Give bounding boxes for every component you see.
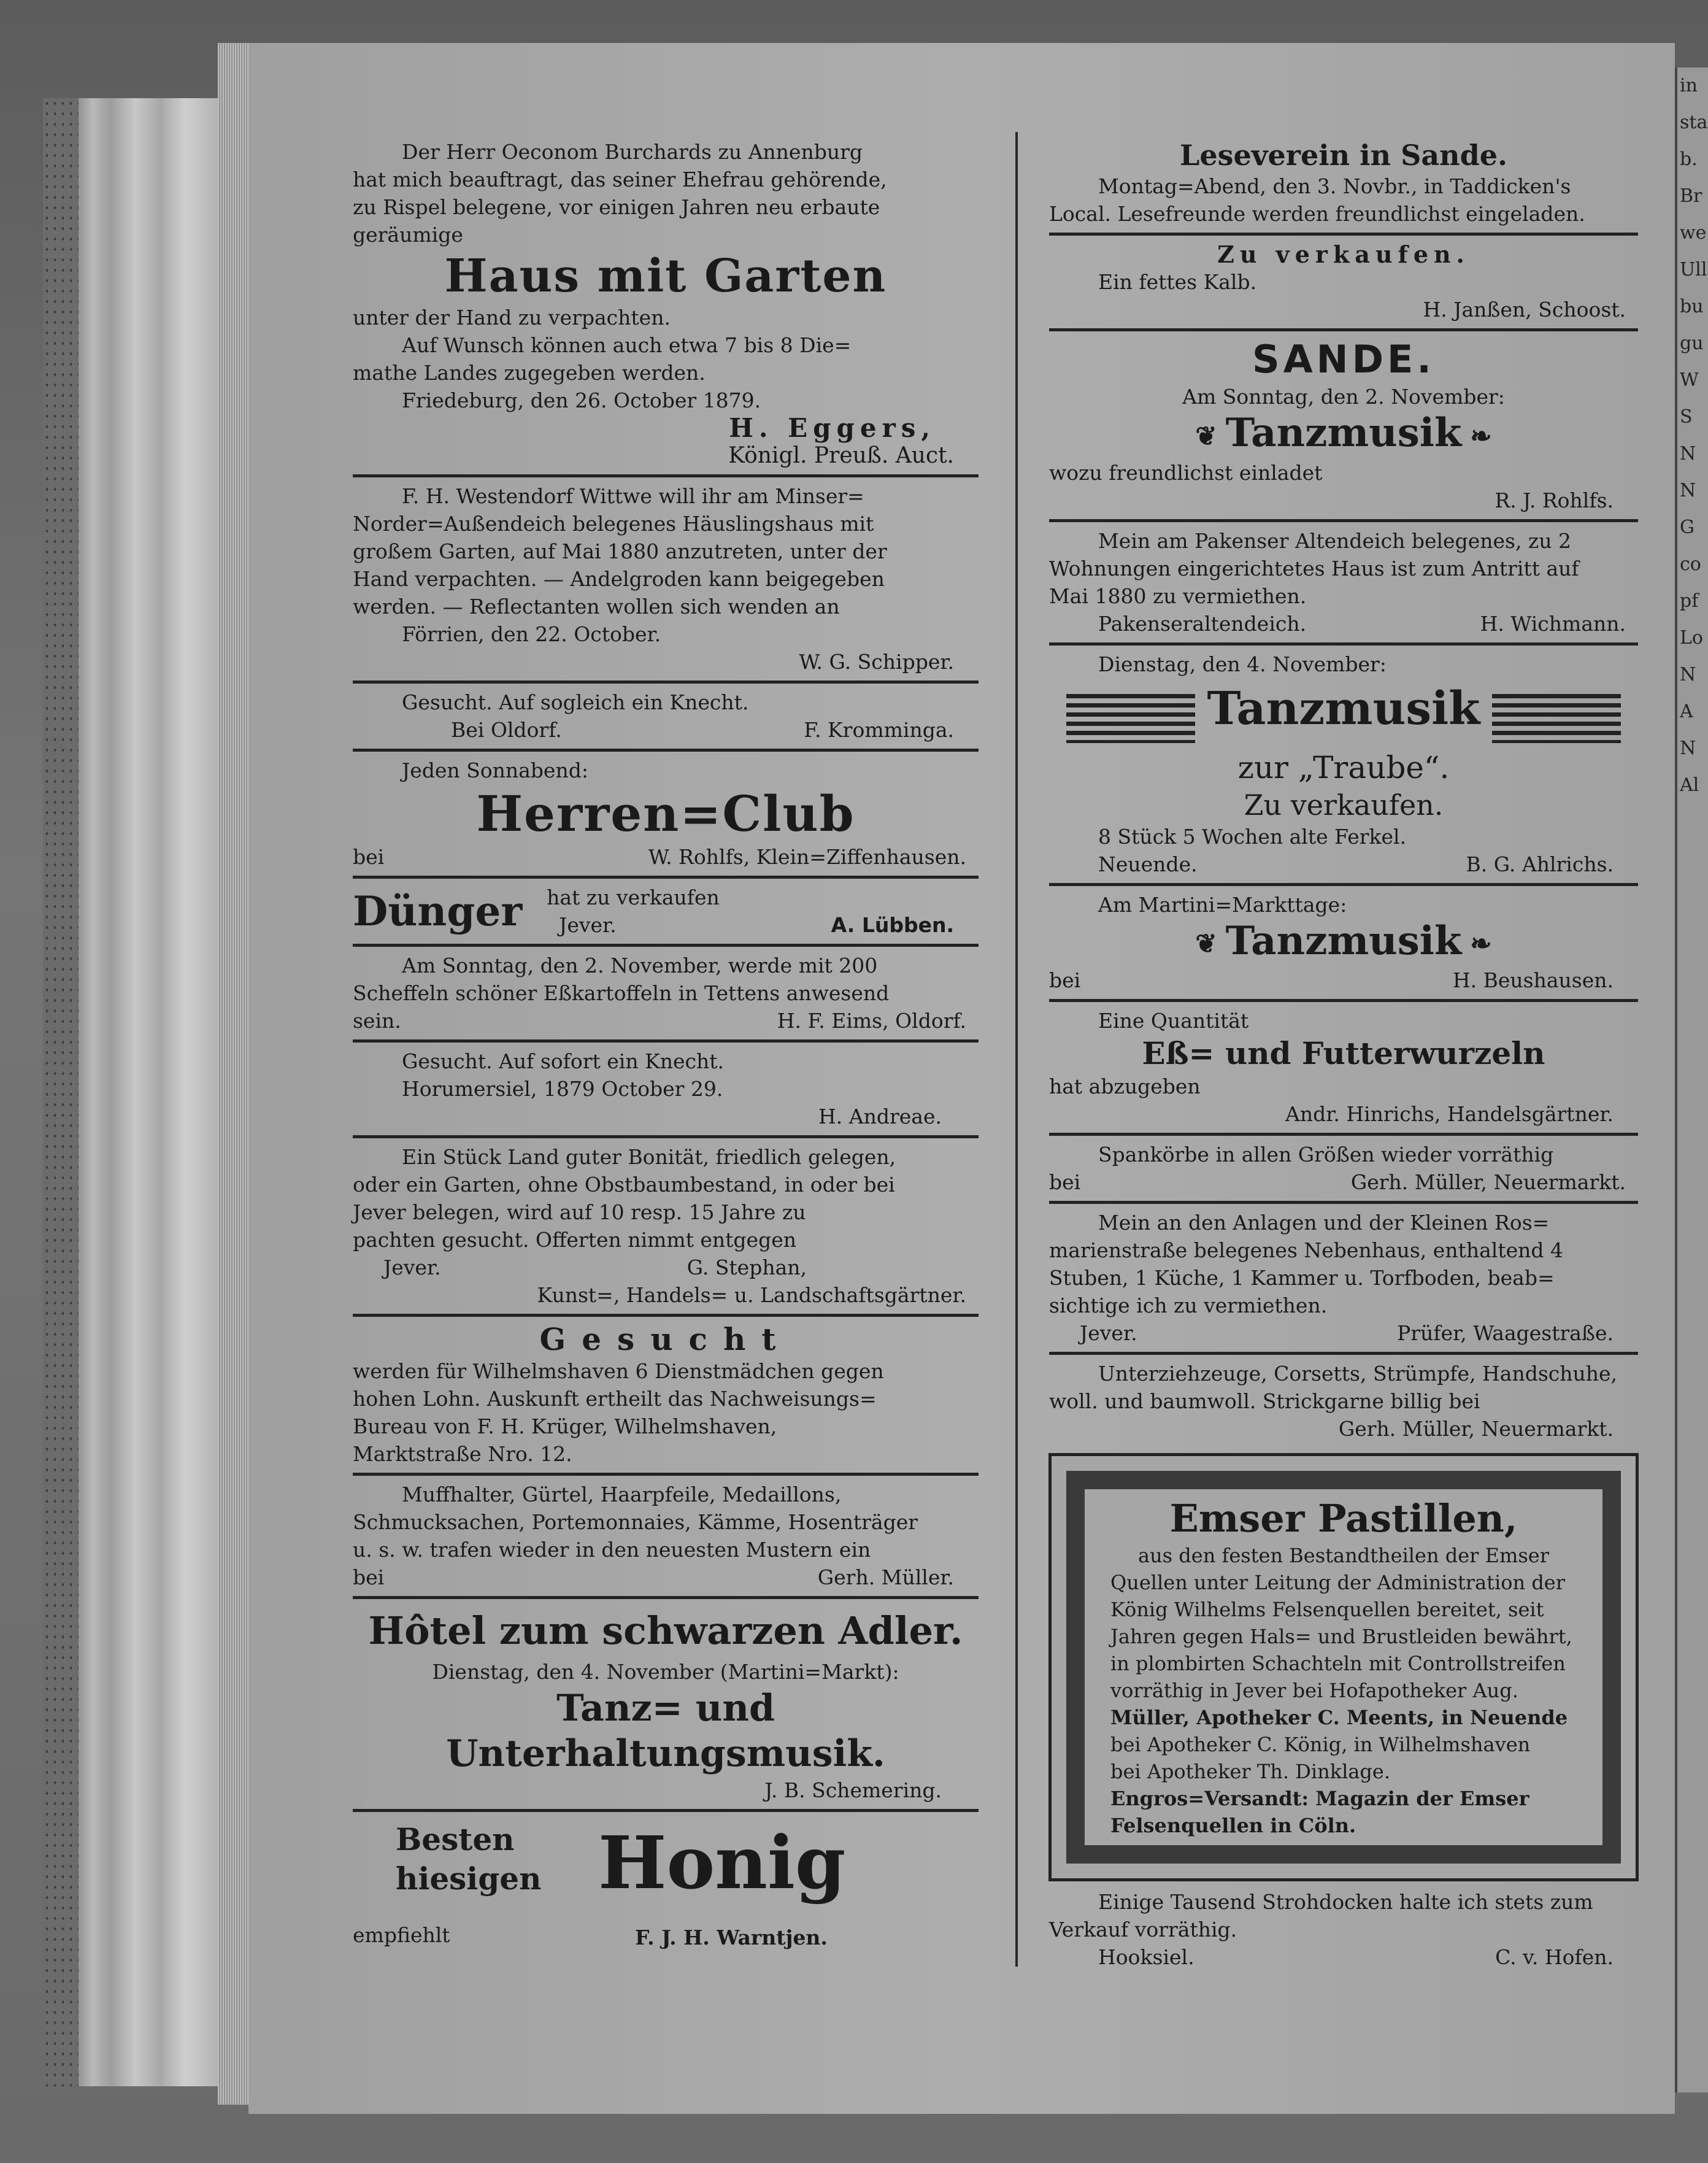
ad-knecht-oldorf bbox=[353, 688, 979, 744]
ad-separator bbox=[353, 944, 979, 947]
ad-signature: Gerh. Müller, Neuermarkt. bbox=[1350, 1170, 1626, 1194]
ad-text-line: hat zu verkaufen bbox=[547, 885, 720, 909]
ad-signature: H. F. Eims, Oldorf. bbox=[777, 1009, 966, 1033]
ad-separator bbox=[1049, 883, 1638, 886]
ad-text-line: bei Apotheker C. König, in Wilhelmshaven bbox=[1110, 1733, 1531, 1756]
ad-headline: Tanzmusik bbox=[1207, 682, 1480, 735]
ad-separator bbox=[1049, 1201, 1638, 1204]
ad-text-line: zu Rispel belegene, vor einigen Jahren neu erbaute bbox=[353, 195, 880, 219]
ad-separator bbox=[353, 681, 979, 684]
ad-text-line: Verkauf vorräthig. bbox=[1049, 1918, 1237, 1941]
ad-text-line: marienstraße belegenes Nebenhaus, enthaltend 4 bbox=[1049, 1238, 1563, 1262]
ad-text-line: Am Sonntag, den 2. November, werde mit 200 bbox=[402, 954, 878, 977]
ad-headline: Tanz= und bbox=[556, 1687, 775, 1730]
ornament-right-icon: ❧ bbox=[1470, 928, 1492, 958]
ad-strohdocken bbox=[1049, 1888, 1638, 1971]
ad-text-line: Montag=Abend, den 3. Novbr., in Taddicken's bbox=[1098, 174, 1571, 198]
ad-knecht-horumersiel bbox=[353, 1047, 979, 1130]
ad-text-line: F. H. Westendorf Wittwe will ihr am Minser= bbox=[402, 484, 864, 508]
ad-text-line: Jeden Sonnabend: bbox=[402, 758, 588, 782]
ad-text-line: Mein am Pakenser Altendeich belegenes, zu 2 bbox=[1098, 528, 1572, 553]
edge-text: b. bbox=[1680, 148, 1698, 170]
ad-signature: W. G. Schipper. bbox=[799, 650, 954, 674]
ad-signature: C. v. Hofen. bbox=[1495, 1945, 1614, 1969]
ad-text-line: bei Apotheker Th. Dinklage. bbox=[1110, 1760, 1390, 1783]
ad-separator bbox=[353, 1809, 979, 1812]
ad-dienstmaedchen bbox=[353, 1322, 979, 1468]
ad-text-line: Stuben, 1 Küche, 1 Kammer u. Torfboden, beab= bbox=[1049, 1266, 1555, 1290]
ad-text-line: Jever. bbox=[559, 913, 617, 937]
ad-text-line: hat mich beauftragt, das seiner Ehefrau gehörende, bbox=[353, 168, 887, 191]
ad-text-line: Hand verpachten. — Andelgroden kann beigegeben bbox=[353, 567, 885, 591]
ad-separator bbox=[1049, 328, 1638, 331]
ornament-right-icon: ❧ bbox=[1470, 420, 1492, 451]
ad-text-line: Ein fettes Kalb. bbox=[1098, 270, 1257, 294]
ornament-left-icon: ❦ bbox=[1195, 420, 1217, 451]
ornament-left-icon: ❦ bbox=[1195, 928, 1217, 958]
book-cover-edge bbox=[43, 98, 79, 2086]
ad-separator bbox=[1049, 1133, 1638, 1136]
ad-muffhalter bbox=[353, 1481, 979, 1591]
ad-text-line: Eine Quantität bbox=[1098, 1009, 1249, 1033]
ad-signature: H. Beushausen. bbox=[1452, 968, 1614, 992]
ad-text-line: Ein Stück Land guter Bonität, friedlich gelegen, bbox=[402, 1145, 896, 1169]
ad-text-line: bei bbox=[1049, 968, 1081, 992]
ad-signature: F. J. H. Warntjen. bbox=[635, 1926, 828, 1949]
ad-emser-pastillen bbox=[1049, 1454, 1638, 1881]
ad-haus-pakenser bbox=[1049, 527, 1638, 638]
ad-separator bbox=[353, 474, 979, 477]
ad-text-line: Engros=Versandt: Magazin der Emser bbox=[1110, 1787, 1529, 1810]
ad-text-line: 8 Stück 5 Wochen alte Ferkel. bbox=[1098, 824, 1407, 849]
ad-text-line: vorräthig in Jever bei Hofapotheker Aug. bbox=[1110, 1679, 1518, 1702]
ad-text-line: Friedeburg, den 26. October 1879. bbox=[402, 388, 761, 412]
ad-text-line: bei bbox=[353, 1565, 385, 1589]
ad-signature: H. Eggers, bbox=[729, 413, 936, 443]
ad-signature: B. G. Ahlrichs. bbox=[1466, 852, 1614, 876]
ad-text-line: Bei Oldorf. bbox=[451, 718, 562, 742]
ad-signature: Andr. Hinrichs, Handelsgärtner. bbox=[1285, 1102, 1614, 1126]
ad-haeuslingshaus bbox=[353, 482, 979, 676]
ad-signature: Königl. Preuß. Auct. bbox=[728, 443, 954, 468]
ad-text-line: hohen Lohn. Auskunft ertheilt das Nachweisungs= bbox=[353, 1387, 877, 1411]
ad-signature: F. Kromminga. bbox=[804, 718, 954, 742]
ad-signature: W. Rohlfs, Klein=Ziffenhausen. bbox=[648, 845, 966, 869]
edge-text: N bbox=[1680, 480, 1696, 501]
ad-text-line: Scheffeln schöner Eßkartoffeln in Tettens anwesend bbox=[353, 981, 890, 1005]
ad-text-line: Besten bbox=[396, 1821, 515, 1857]
ad-spankoerbe bbox=[1049, 1141, 1638, 1196]
ad-headline: Gesucht bbox=[539, 1321, 792, 1357]
edge-text: S bbox=[1680, 406, 1693, 428]
ad-nebenhaus bbox=[1049, 1209, 1638, 1347]
ad-separator bbox=[1049, 1352, 1638, 1355]
ad-text-line: aus den festen Bestandtheilen der Emser bbox=[1137, 1544, 1549, 1567]
ad-separator bbox=[1049, 999, 1638, 1002]
ad-text-line: u. s. w. trafen wieder in den neuesten Mustern ein bbox=[353, 1538, 871, 1562]
ad-stueck-land bbox=[353, 1143, 979, 1309]
ad-text-line: pachten gesucht. Offerten nimmt entgegen bbox=[353, 1228, 796, 1252]
ad-text-line: Unterziehzeuge, Corsetts, Strümpfe, Handschuhe, bbox=[1098, 1362, 1618, 1386]
left-column bbox=[353, 138, 979, 1958]
ad-signature: H. Wichmann. bbox=[1480, 611, 1626, 636]
ad-separator bbox=[353, 1473, 979, 1476]
edge-text: Lo bbox=[1680, 627, 1703, 649]
ad-headline: zur „Traube“. bbox=[1237, 749, 1450, 785]
ad-text-line: wozu freundlichst einladet bbox=[1049, 460, 1323, 485]
ad-signature: H. Andreae. bbox=[818, 1105, 942, 1128]
ad-headline: Hôtel zum schwarzen Adler. bbox=[368, 1608, 963, 1653]
ad-text-line: Pakenseraltendeich. bbox=[1098, 611, 1307, 636]
ad-text-line: hiesigen bbox=[396, 1860, 542, 1897]
ad-text-line: Gesucht. Auf sofort ein Knecht. bbox=[402, 1049, 725, 1073]
ad-text-line: hat abzugeben bbox=[1049, 1074, 1201, 1098]
ad-text-line: bei bbox=[353, 845, 385, 869]
ad-separator bbox=[353, 1314, 979, 1317]
ad-text-line: Jever. bbox=[1080, 1321, 1137, 1345]
ad-text-line: Jever. bbox=[383, 1255, 441, 1279]
ad-text-line: Am Sonntag, den 2. November: bbox=[1182, 385, 1505, 409]
edge-text: N bbox=[1680, 738, 1696, 759]
ad-text-line: geräumige bbox=[353, 223, 463, 247]
ad-text-line: oder ein Garten, ohne Obstbaumbestand, in oder bei bbox=[353, 1173, 895, 1197]
ad-text-line: Wohnungen eingerichtetes Haus ist zum Antritt auf bbox=[1049, 556, 1579, 580]
ad-text-line: sichtige ich zu vermiethen. bbox=[1049, 1294, 1328, 1317]
ad-unterziehzeuge bbox=[1049, 1360, 1638, 1443]
ad-text-line: Local. Lesefreunde werden freundlichst eingeladen. bbox=[1049, 202, 1585, 226]
ad-headline: Zu verkaufen. bbox=[1217, 241, 1470, 268]
ad-text-line: Spankörbe in allen Größen wieder vorräthig bbox=[1098, 1143, 1554, 1166]
ad-headline: SANDE. bbox=[1252, 337, 1435, 382]
ad-signature: Gerh. Müller. bbox=[817, 1565, 954, 1589]
ad-text-line: Dienstag, den 4. November (Martini=Markt): bbox=[432, 1660, 899, 1684]
ad-duenger bbox=[353, 884, 979, 939]
edge-text: N bbox=[1680, 664, 1696, 685]
ad-headline: Haus mit Garten bbox=[444, 250, 887, 303]
ad-leseverein bbox=[1049, 138, 1638, 228]
edge-text: gu bbox=[1680, 333, 1704, 354]
ad-text-line: Der Herr Oeconom Burchards zu Annenburg bbox=[402, 140, 863, 164]
ad-headline: Tanzmusik bbox=[1225, 410, 1462, 456]
ad-text-line: Hooksiel. bbox=[1098, 1945, 1194, 1969]
ad-signature: H. Janßen, Schoost. bbox=[1423, 298, 1626, 322]
ad-signature: Kunst=, Handels= u. Landschaftsgärtner. bbox=[537, 1283, 966, 1307]
ad-separator bbox=[353, 1135, 979, 1138]
edge-text: W bbox=[1680, 369, 1699, 391]
ad-signature: J. B. Schemering. bbox=[764, 1778, 942, 1802]
ad-text-line: Mai 1880 zu vermiethen. bbox=[1049, 584, 1307, 608]
ad-text-line: Dienstag, den 4. November: bbox=[1098, 652, 1387, 676]
ad-martini-tanzmusik bbox=[1049, 891, 1638, 995]
ad-text-line: in plombirten Schachteln mit Controllstreifen bbox=[1110, 1652, 1566, 1675]
ad-ferkel bbox=[1049, 787, 1638, 878]
ad-separator bbox=[1049, 233, 1638, 236]
edge-text: bu bbox=[1680, 296, 1704, 317]
book-binding bbox=[43, 98, 221, 2086]
column-divider bbox=[1015, 132, 1018, 1967]
ad-separator bbox=[353, 749, 979, 752]
decorative-bars-icon bbox=[1066, 694, 1195, 743]
ad-text-line: Gesucht. Auf sogleich ein Knecht. bbox=[402, 690, 749, 714]
edge-text: Al bbox=[1680, 774, 1699, 796]
ad-signature: G. Stephan, bbox=[687, 1255, 807, 1279]
edge-text: sta bbox=[1680, 112, 1708, 133]
ad-honig bbox=[353, 1817, 979, 1958]
ad-esskartoffeln bbox=[353, 952, 979, 1035]
ad-text-line: empfiehlt bbox=[353, 1923, 450, 1947]
ad-signature: Prüfer, Waagestraße. bbox=[1397, 1321, 1614, 1345]
ad-text-line: Norder=Außendeich belegenes Häuslingshaus mit bbox=[353, 512, 874, 536]
ad-headline: Honig bbox=[598, 1820, 846, 1905]
decorative-bars-icon bbox=[1492, 694, 1621, 743]
ad-hotel-schwarzer-adler bbox=[353, 1604, 979, 1804]
ad-separator bbox=[1049, 642, 1638, 646]
ad-signature: R. J. Rohlfs. bbox=[1494, 488, 1614, 512]
ad-headline: Tanzmusik bbox=[1225, 917, 1462, 964]
ad-kalb bbox=[1049, 241, 1638, 323]
edge-text: Br bbox=[1680, 185, 1702, 207]
ad-text-line: Einige Tausend Strohdocken halte ich stets zum bbox=[1098, 1890, 1593, 1914]
ad-separator bbox=[353, 876, 979, 879]
ad-text-line: Quellen unter Leitung der Administration der bbox=[1110, 1571, 1566, 1594]
ad-headline: Emser Pastillen, bbox=[1169, 1496, 1518, 1541]
ad-text-line: großem Garten, auf Mai 1880 anzutreten, unter der bbox=[353, 539, 887, 563]
ad-text-line: bei bbox=[1049, 1170, 1081, 1194]
ad-signature: Gerh. Müller, Neuermarkt. bbox=[1338, 1417, 1614, 1441]
edge-text: G bbox=[1680, 517, 1695, 538]
ad-text-line: Schmucksachen, Portemonnaies, Kämme, Hosenträger bbox=[353, 1510, 918, 1534]
ad-text-line: Förrien, den 22. October. bbox=[402, 622, 661, 646]
ad-headline: Leseverein in Sande. bbox=[1179, 139, 1508, 172]
ad-text-line: Jahren gegen Hals= und Brustleiden bewährt, bbox=[1110, 1625, 1572, 1648]
ad-text-line: mathe Landes zugegeben werden. bbox=[353, 361, 706, 385]
ad-headline: Herren=Club bbox=[476, 785, 855, 842]
ad-text-line: Felsenquellen in Cöln. bbox=[1110, 1814, 1356, 1837]
ad-text-line: Auf Wunsch können auch etwa 7 bis 8 Die= bbox=[402, 333, 852, 357]
ad-haus-mit-garten bbox=[353, 138, 979, 469]
ad-headline: Unterhaltungsmusik. bbox=[446, 1732, 885, 1775]
ad-text-line: Neuende. bbox=[1098, 852, 1198, 876]
edge-text: co bbox=[1680, 553, 1701, 575]
ad-text-line: Müller, Apotheker C. Meents, in Neuende bbox=[1110, 1706, 1568, 1729]
ad-text-line: Am Martini=Markttage: bbox=[1098, 892, 1347, 917]
edge-text: pf bbox=[1680, 590, 1699, 612]
edge-text: in bbox=[1680, 75, 1698, 96]
ad-separator bbox=[353, 1596, 979, 1599]
ad-text-line: Muffhalter, Gürtel, Haarpfeile, Medaillons, bbox=[402, 1482, 842, 1506]
edge-text: N bbox=[1680, 443, 1696, 465]
ad-headline: Dünger bbox=[353, 887, 523, 935]
ad-text-line: woll. und baumwoll. Strickgarne billig bei bbox=[1049, 1389, 1480, 1413]
ad-text-line: sein. bbox=[353, 1009, 401, 1033]
next-page-edge bbox=[1675, 67, 1708, 2092]
ad-text-line: werden für Wilhelmshaven 6 Dienstmädchen gegen bbox=[353, 1359, 884, 1383]
ad-separator bbox=[1049, 519, 1638, 522]
ad-text-line: Mein an den Anlagen und der Kleinen Ros= bbox=[1098, 1211, 1550, 1235]
ad-text-line: Bureau von F. H. Krüger, Wilhelmshaven, bbox=[353, 1414, 777, 1438]
ad-text-line: Marktstraße Nro. 12. bbox=[353, 1442, 572, 1466]
ad-sande-tanzmusik bbox=[1049, 336, 1638, 514]
ad-separator bbox=[353, 1039, 979, 1043]
ad-futterwurzeln bbox=[1049, 1007, 1638, 1128]
ad-tanzmusik-traube bbox=[1049, 650, 1638, 787]
edge-text: A bbox=[1680, 701, 1693, 722]
right-column bbox=[1049, 138, 1638, 1971]
ad-text-line: Jever belegen, wird auf 10 resp. 15 Jahre zu bbox=[353, 1200, 806, 1224]
ad-text-line: unter der Hand zu verpachten. bbox=[353, 306, 671, 330]
ad-text-line: Horumersiel, 1879 October 29. bbox=[402, 1077, 723, 1101]
ad-headline: Zu verkaufen. bbox=[1244, 788, 1444, 822]
ad-signature: A. Lübben. bbox=[831, 913, 954, 937]
edge-text: we bbox=[1680, 222, 1707, 244]
ad-text-line: König Wilhelms Felsenquellen bereitet, seit bbox=[1110, 1598, 1544, 1621]
ad-herren-club bbox=[353, 757, 979, 871]
ad-headline: Eß= und Futterwurzeln bbox=[1142, 1035, 1545, 1071]
ad-text-line: werden. — Reflectanten wollen sich wenden an bbox=[353, 595, 840, 619]
edge-text: Ull bbox=[1680, 259, 1707, 280]
